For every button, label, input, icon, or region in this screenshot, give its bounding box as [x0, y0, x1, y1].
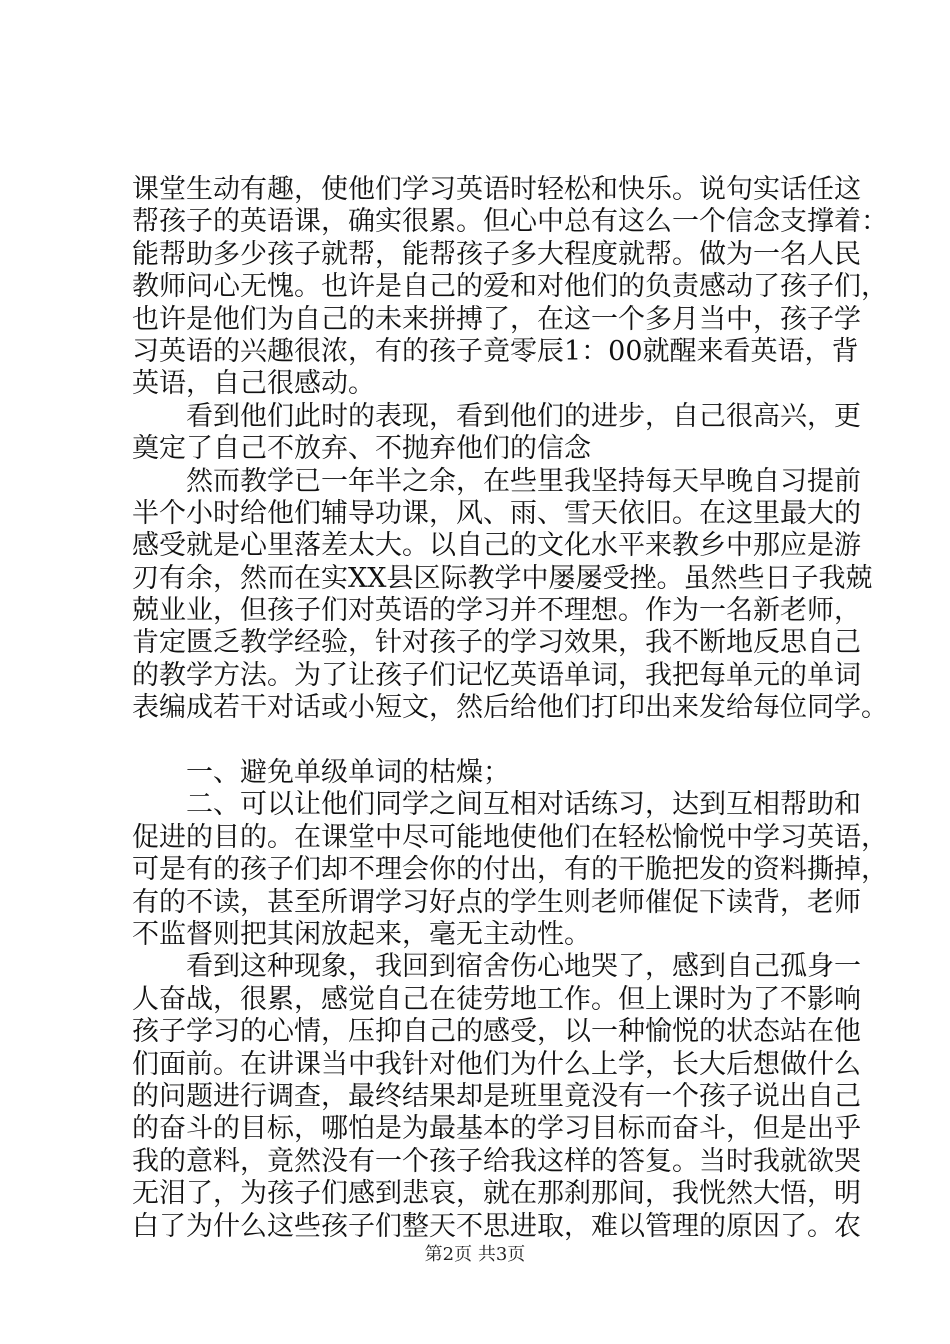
text-line: 无泪了，为孩子们感到悲哀，就在那刹那间，我恍然大悟，明 — [132, 1178, 861, 1210]
text-line: 能帮助多少孩子就帮，能帮孩子多大程度就帮。做为一名人民 — [132, 238, 861, 270]
text-line: 我的意料，竟然没有一个孩子给我这样的答复。当时我就欲哭 — [132, 1145, 861, 1177]
text-line: 习英语的兴趣很浓，有的孩子竟零辰1：00就醒来看英语，背 — [132, 335, 859, 367]
text-line: 看到他们此时的表现，看到他们的进步，自己很高兴，更 — [132, 400, 861, 432]
text-line: 一、避免单级单词的枯燥； — [132, 757, 510, 789]
text-line: 的问题进行调查，最终结果却是班里竟没有一个孩子说出自己 — [132, 1080, 861, 1112]
text-line: 也许是他们为自己的未来拼搏了，在这一个多月当中，孩子学 — [132, 303, 861, 335]
text-line: 肯定匮乏教学经验，针对孩子的学习效果，我不断地反思自己 — [132, 627, 861, 659]
text-line: 然而教学已一年半之余，在些里我坚持每天早晚自习提前 — [132, 465, 861, 497]
document-body — [132, 174, 888, 1243]
text-line: 促进的目的。在课堂中尽可能地使他们在轻松愉悦中学习英语， — [132, 821, 888, 853]
text-line: 表编成若干对话或小短文，然后给他们打印出来发给每位同学。 — [132, 692, 888, 724]
text-line: 孩子学习的心情，压抑自己的感受，以一种愉悦的状态站在他 — [132, 1016, 861, 1048]
text-line: 奠定了自己不放弃、不抛弃他们的信念 — [132, 433, 591, 465]
text-line: 感受就是心里落差太大。以自己的文化水平来教乡中那应是游 — [132, 530, 861, 562]
text-line: 帮孩子的英语课，确实很累。但心中总有这么一个信念支撑着： — [132, 206, 888, 238]
text-line: 看到这种现象，我回到宿舍伤心地哭了，感到自己孤身一 — [132, 951, 861, 983]
text-line: 白了为什么这些孩子们整天不思进取，难以管理的原因了。农 — [132, 1210, 861, 1242]
text-line: 不监督则把其闲放起来，毫无主动性。 — [132, 918, 591, 950]
text-line: 可是有的孩子们却不理会你的付出，有的干脆把发的资料撕掉， — [132, 854, 888, 886]
text-line: 半个小时给他们辅导功课，风、雨、雪天依旧。在这里最大的 — [132, 497, 861, 529]
text-line: 有的不读，甚至所谓学习好点的学生则老师催促下读背，老师 — [132, 886, 861, 918]
text-line: 的奋斗的目标，哪怕是为最基本的学习目标而奋斗，但是出乎 — [132, 1113, 861, 1145]
text-line: 们面前。在讲课当中我针对他们为什么上学，长大后想做什么 — [132, 1048, 861, 1080]
text-line: 的教学方法。为了让孩子们记忆英语单词，我把每单元的单词 — [132, 659, 861, 691]
blank-line — [132, 725, 832, 757]
text-line: 二、可以让他们同学之间互相对话练习，达到互相帮助和 — [132, 789, 861, 821]
page-number-footer: 第2页 共3页 — [424, 1244, 526, 1265]
text-line: 课堂生动有趣，使他们学习英语时轻松和快乐。说句实话任这 — [132, 174, 861, 205]
text-line: 人奋战，很累，感觉自己在徒劳地工作。但上课时为了不影响 — [132, 983, 861, 1015]
text-line: 英语，自己很感动。 — [132, 368, 375, 400]
text-line: 刃有余，然而在实XX县区际教学中屡屡受挫。虽然些日子我兢 — [132, 562, 873, 594]
text-line: 兢业业，但孩子们对英语的学习并不理想。作为一名新老师， — [132, 595, 861, 627]
text-line: 教师问心无愧。也许是自己的爱和对他们的负责感动了孩子们， — [132, 271, 888, 303]
